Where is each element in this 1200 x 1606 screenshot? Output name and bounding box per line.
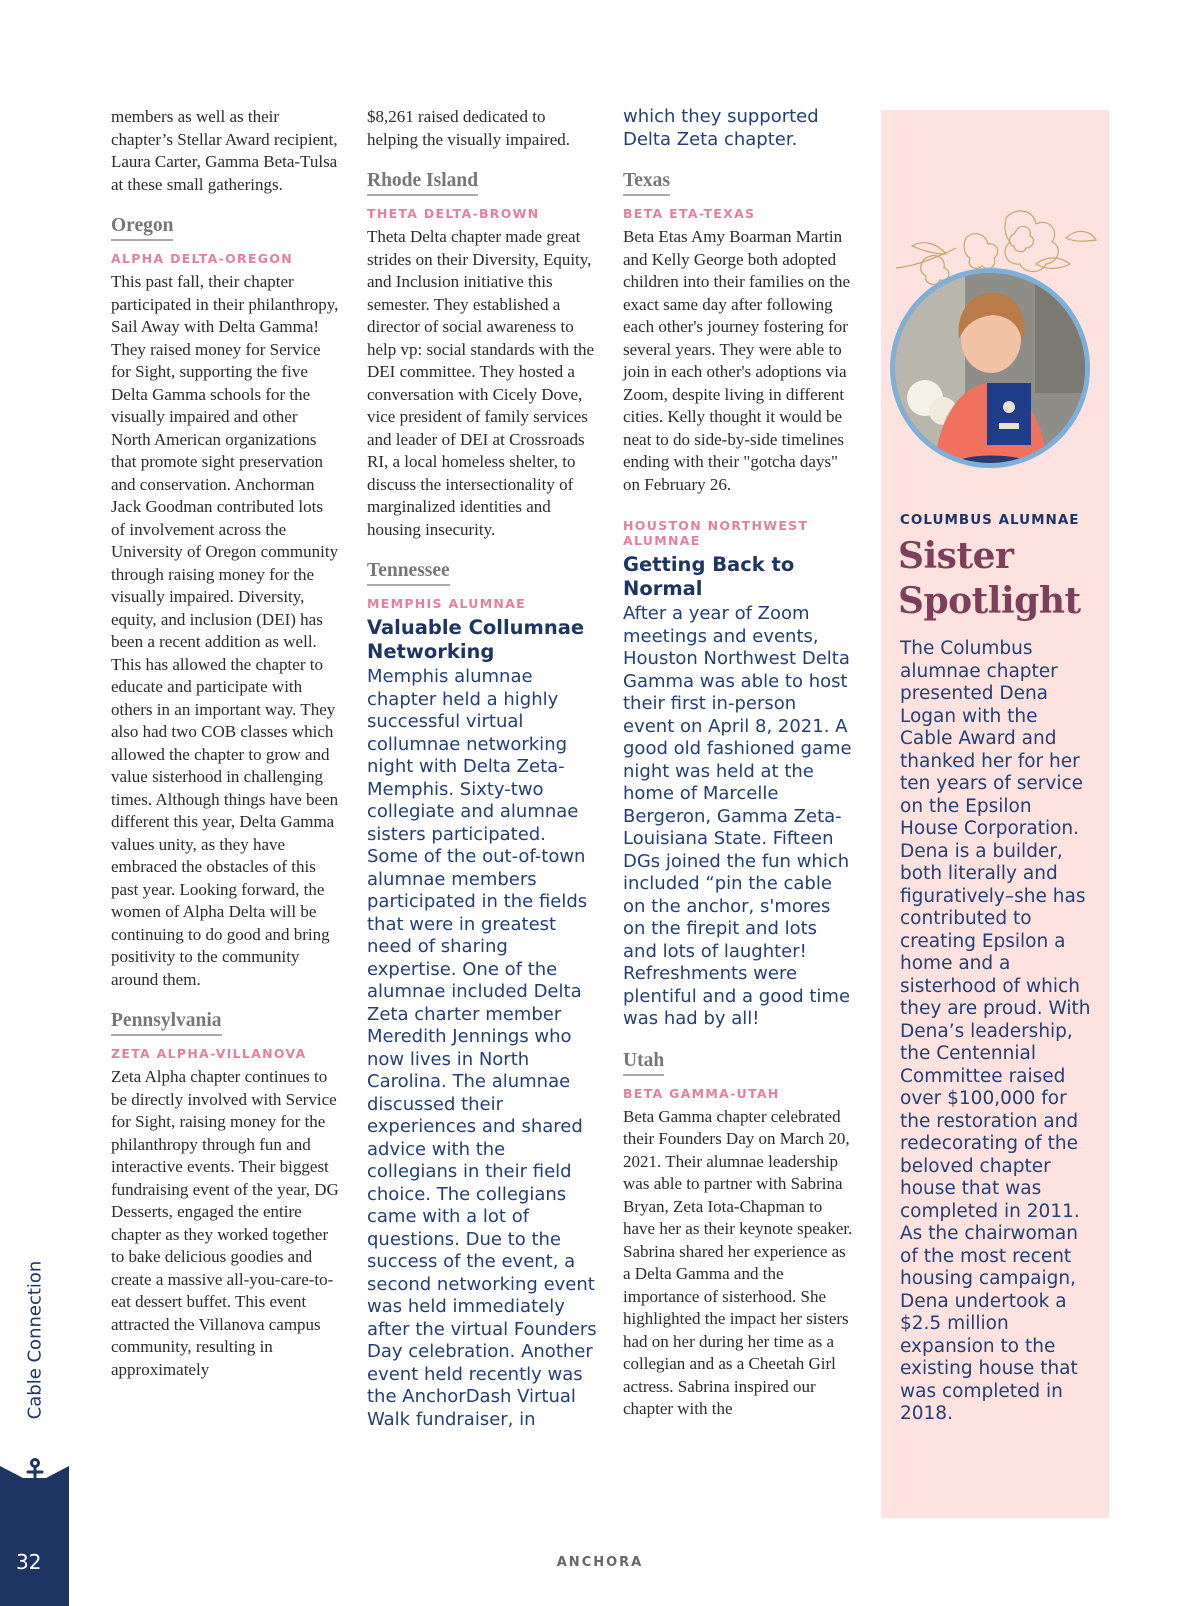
page-number-tab <box>0 1478 69 1606</box>
paragraph: Memphis alumnae chapter held a highly successful virtual collumnae networking night with Delta Zeta-Memphis. Sixty-two collegiate and alumnae sisters participated. Some of the out-of-town alumnae members participated in the fields that were in greatest need of sharing expertise. One of the alumnae included Delta Zeta charter member Meredith Jennings who now lives in North Carolina. The alumnae discussed their experiences and shared advice with the collegians in their field choice. The collegians came with a lot of questions. Due to the success of the event, a second networking event was held immediately after the virtual Founders Day celebration. Another event held recently was the AnchorDash Virtual Walk fundraiser, in <box>367 666 597 1430</box>
chapter-label: MEMPHIS ALUMNAE <box>367 596 527 611</box>
chapter-label: BETA ETA-TEXAS <box>623 206 756 221</box>
paragraph: After a year of Zoom meetings and events, Houston Northwest Delta Gamma was able to host their first in-person event on April 8, 2021. A good old fashioned game night was held at the home of Marcelle Bergeron, Gamma Zeta-Louisiana State. Fifteen DGs joined the fun which included “pin the cable on the anchor, s'mores on the firepit and lots and lots of laughter! Refreshments were plentiful and a good time was had by all! <box>623 603 852 1029</box>
chapter-label: THETA DELTA-BROWN <box>367 206 540 221</box>
paragraph: This past fall, their chapter participated in their philanthropy, Sail Away with Delta Gamma! They raised money for Service for Sight, supporting the five Delta Gamma schools for the visually impaired and other North American organizations that promote sight preservation and conservation. Anchorman Jack Goodman contributed lots of involvement across the University of Oregon community through raising money for the visually impaired. Diversity, equity, and inclusion (DEI) has been a recent addition as well. This has allowed the chapter to educate and participate with others in an important way. They also had two COB classes which allowed the chapter to grow and value sisterhood in challenging times. Although things have been different this year, Delta Gamma values unity, as they have embraced the obstacles of this past year. Looking forward, the women of Alpha Delta will be continuing to do good and bring positivity to the community around them. <box>111 272 339 989</box>
paragraph: which they supported Delta Zeta chapter. <box>623 106 819 150</box>
spotlight-chapter-label: COLUMBUS ALUMNAE <box>900 512 1080 528</box>
paragraph: $8,261 raised dedicated to helping the visually impaired. <box>367 107 571 149</box>
state-heading-rhode-island: Rhode Island <box>367 169 478 196</box>
chapter-label: ALPHA DELTA-OREGON <box>111 251 294 266</box>
profile-photo-frame <box>890 268 1090 468</box>
publication-footer: ANCHORA <box>556 1555 644 1570</box>
paragraph: Beta Etas Amy Boarman Martin and Kelly George both adopted children into their families on the exact same day after following each other's journey fostering for several years. They were able to join in each other's adoptions via Zoom, despite living in different cities. Kelly thought it would be neat to do side-by-side timelines ending with their "gotcha days" on February 26. <box>623 227 851 494</box>
state-heading-oregon: Oregon <box>111 214 173 241</box>
paragraph: members as well as their chapter’s Stellar Award recipient, Laura Carter, Gamma Beta-Tulsa at these small gatherings. <box>111 107 338 194</box>
paragraph: Theta Delta chapter made great strides on their Diversity, Equity, and Inclusion initiative this semester. They established a director of social awareness to help vp: social standards with the DEI committee. They hosted a conversation with Cicely Dove, vice president of family services and leader of DEI at Crossroads RI, a local homeless shelter, to discuss the intersectionality of marginalized identities and housing insecurity. <box>367 227 595 539</box>
chapter-label: ZETA ALPHA-VILLANOVA <box>111 1046 307 1061</box>
section-label: Cable Connection <box>24 1260 46 1420</box>
state-heading-texas: Texas <box>623 169 670 196</box>
profile-photo <box>895 273 1085 463</box>
state-heading-tennessee: Tennessee <box>367 559 450 586</box>
spotlight-title-line: Spotlight <box>898 580 1081 622</box>
spotlight-title <box>898 534 1108 624</box>
spotlight-title-line: Sister <box>898 535 1014 577</box>
column-1 <box>111 106 341 1381</box>
spotlight-body: The Columbus alumnae chapter presented Dena Logan with the Cable Award and thanked her for her ten years of service on the Epsilon House Corporation. Dena is a builder, both literally and figuratively–she has contributed to creating Epsilon a home and a sisterhood of which they are proud. With Dena’s leadership, the Centennial Committee raised over $100,000 for the restoration and redecorating of the beloved chapter house that was completed in 2011. As the chairwoman of the most recent housing campaign, Dena undertook a $2.5 million expansion to the existing house that was completed in 2018. <box>900 638 1091 1424</box>
column-3 <box>623 106 853 1421</box>
anchor-icon <box>19 1458 51 1494</box>
chapter-label: BETA GAMMA-UTAH <box>623 1085 780 1101</box>
state-heading-utah: Utah <box>623 1049 664 1076</box>
paragraph: Beta Gamma chapter celebrated their Founders Day on March 20, 2021. Their alumnae leadership was able to partner with Sabrina Bryan, Zeta Iota-Chapman to have her as their keynote speaker. Sabrina shared her experience as a Delta Gamma and the importance of sisterhood. She highlighted the impact her sisters had on her during her time as a collegian and as a Cheetah Girl actress. Sabrina inspired our chapter with the <box>623 1106 853 1418</box>
chapter-label: HOUSTON NORTHWEST ALUMNAE <box>623 518 809 548</box>
column-2 <box>367 106 597 1431</box>
paragraph: Zeta Alpha chapter continues to be directly involved with Service for Sight, raising money for the philanthropy through fun and interactive events. Their biggest fundraising event of the year, DG Desserts, engaged the entire chapter as they worked together to bake delicious goodies and create a massive all-you-care-to-eat dessert buffet. This event attracted the Villanova campus community, resulting in approximately <box>111 1067 339 1379</box>
article-subhead: Valuable Collumnae Networking <box>367 616 585 663</box>
article-subhead: Getting Back to Normal <box>623 553 795 600</box>
state-heading-pennsylvania: Pennsylvania <box>111 1009 222 1036</box>
page-number: 32 <box>16 1550 42 1574</box>
